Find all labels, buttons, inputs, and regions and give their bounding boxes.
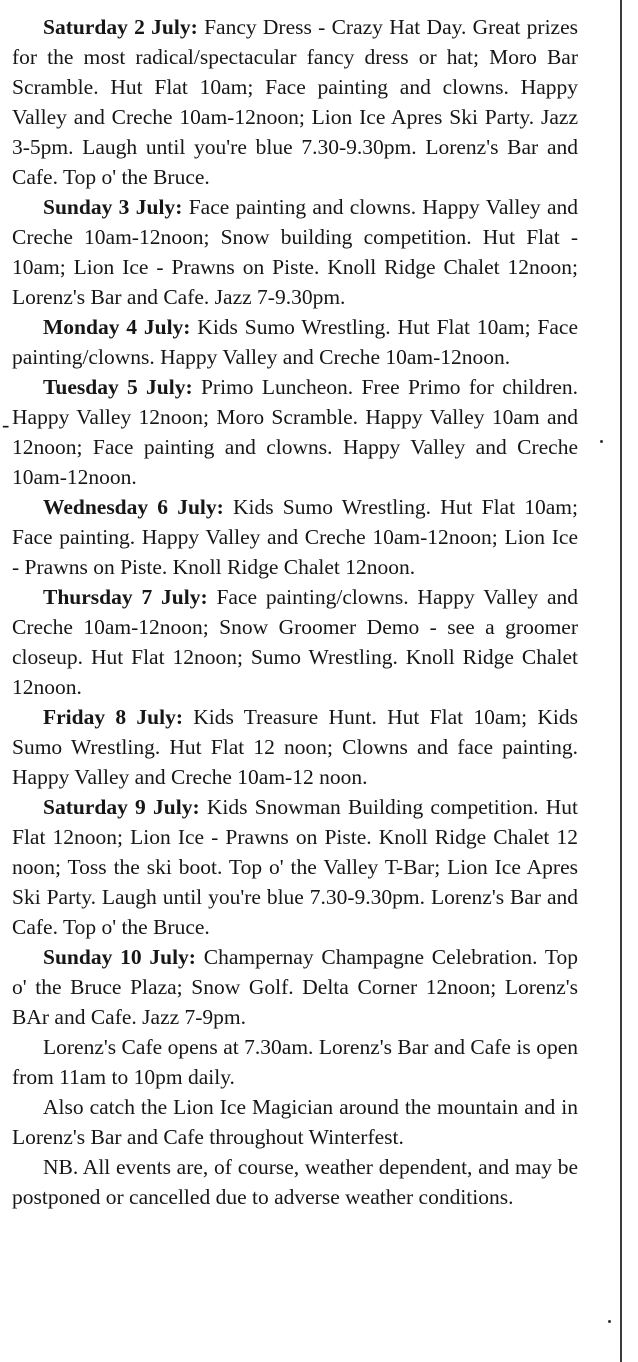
entry-text: Kids Snowman Building competition. Hut Flat 12noon; Lion Ice - Prawns on Piste. Knoll Ridge Chalet 12 noon; Toss the ski boot. Top o' the Valley T-Bar; Lion Ice Apres Ski Party. Laugh until you're blue 7.30-9.30pm. Lorenz's Bar and Cafe. Top o' the Bruce.: [12, 795, 578, 939]
entry-day: Saturday 2 July: [43, 15, 191, 39]
entry-colon: :: [192, 795, 200, 819]
entry-day: Tuesday 5 July: [43, 375, 186, 399]
entry-day: Saturday 9 July: [43, 795, 193, 819]
entry-text: Face painting and clowns. Happy Valley and Creche 10am-12noon; Snow building competition. Hut Flat - 10am; Lion Ice - Prawns on Piste. Knoll Ridge Chalet 12noon; Lorenz's Bar and Cafe. Jazz 7-9.30pm.: [12, 195, 578, 309]
note-paragraph: Also catch the Lion Ice Magician around the mountain and in Lorenz's Bar and Cafe throughout Winterfest.: [12, 1095, 578, 1149]
entry-text: Fancy Dress - Crazy Hat Day. Great prizes for the most radical/spectacular fancy dress or hat; Moro Bar Scramble. Hut Flat 10am; Face painting and clowns. Happy Valley and Creche 10am-12noon; Lion Ice Apres Ski Party. Jazz 3-5pm. Laugh until you're blue 7.30-9.30pm. Lorenz's Bar and Cafe. Top o' the Bruce.: [12, 15, 578, 189]
entry-text: Kids Sumo Wrestling. Hut Flat 10am; Face painting/clowns. Happy Valley and Creche 10am-12noon.: [12, 315, 578, 369]
schedule-entry: [12, 12, 578, 192]
schedule-entry: [12, 582, 578, 702]
margin-dash: -: [2, 412, 10, 437]
note-paragraph: Lorenz's Cafe opens at 7.30am. Lorenz's Bar and Cafe is open from 11am to 10pm daily.: [12, 1035, 578, 1089]
entry-day: Sunday 3 July: [43, 195, 176, 219]
schedule-entry: [12, 492, 578, 582]
entry-day: Monday 4 July: [43, 315, 184, 339]
winterfest-programme: [12, 12, 578, 1212]
entry-text: Primo Luncheon. Free Primo for children. Happy Valley 12noon; Moro Scramble. Happy Valley 10am and 12noon; Face painting and clowns. Happy Valley and Creche 10am-12noon.: [12, 375, 579, 489]
entry-text: Champernay Champagne Celebration. Top o' the Bruce Plaza; Snow Golf. Delta Corner 12noon; Lorenz's BAr and Cafe. Jazz 7-9pm.: [12, 945, 578, 1029]
entry-day: Sunday 10 July: [43, 945, 189, 969]
entry-colon: :: [183, 315, 191, 339]
entry-day: Friday 8 July: [43, 705, 176, 729]
entry-colon: :: [216, 495, 224, 519]
schedule-entry: [12, 312, 578, 372]
entry-colon: :: [200, 585, 208, 609]
entry-text: Kids Sumo Wrestling. Hut Flat 10am; Face painting. Happy Valley and Creche 10am-12noon; Lion Ice - Prawns on Piste. Knoll Ridge Chalet 12noon.: [12, 495, 578, 579]
note-paragraph: NB. All events are, of course, weather dependent, and may be postponed or cancelled due to adverse weather conditions.: [12, 1155, 578, 1209]
schedule-entry: [12, 792, 578, 942]
schedule-entry: [12, 192, 578, 312]
entry-colon: :: [190, 15, 198, 39]
entry-day: Wednesday 6 July: [43, 495, 217, 519]
entry-text: Face painting/clowns. Happy Valley and Creche 10am-12noon; Snow Groomer Demo - see a groomer closeup. Hut Flat 12noon; Sumo Wrestling. Knoll Ridge Chalet 12noon.: [12, 585, 578, 699]
entry-colon: :: [175, 195, 183, 219]
schedule-entry: [12, 942, 578, 1032]
entry-text: Kids Treasure Hunt. Hut Flat 10am; Kids Sumo Wrestling. Hut Flat 12 noon; Clowns and face painting. Happy Valley and Creche 10am-12 noon.: [12, 705, 578, 789]
schedule-entry: [12, 702, 578, 792]
schedule-entry: [12, 372, 578, 492]
entry-day: Thursday 7 July: [43, 585, 201, 609]
entry-colon: :: [188, 945, 196, 969]
column-rule: [620, 0, 622, 1362]
entry-colon: :: [175, 705, 183, 729]
print-speck: [600, 440, 603, 443]
print-speck: [608, 1320, 611, 1323]
entry-colon: :: [185, 375, 193, 399]
